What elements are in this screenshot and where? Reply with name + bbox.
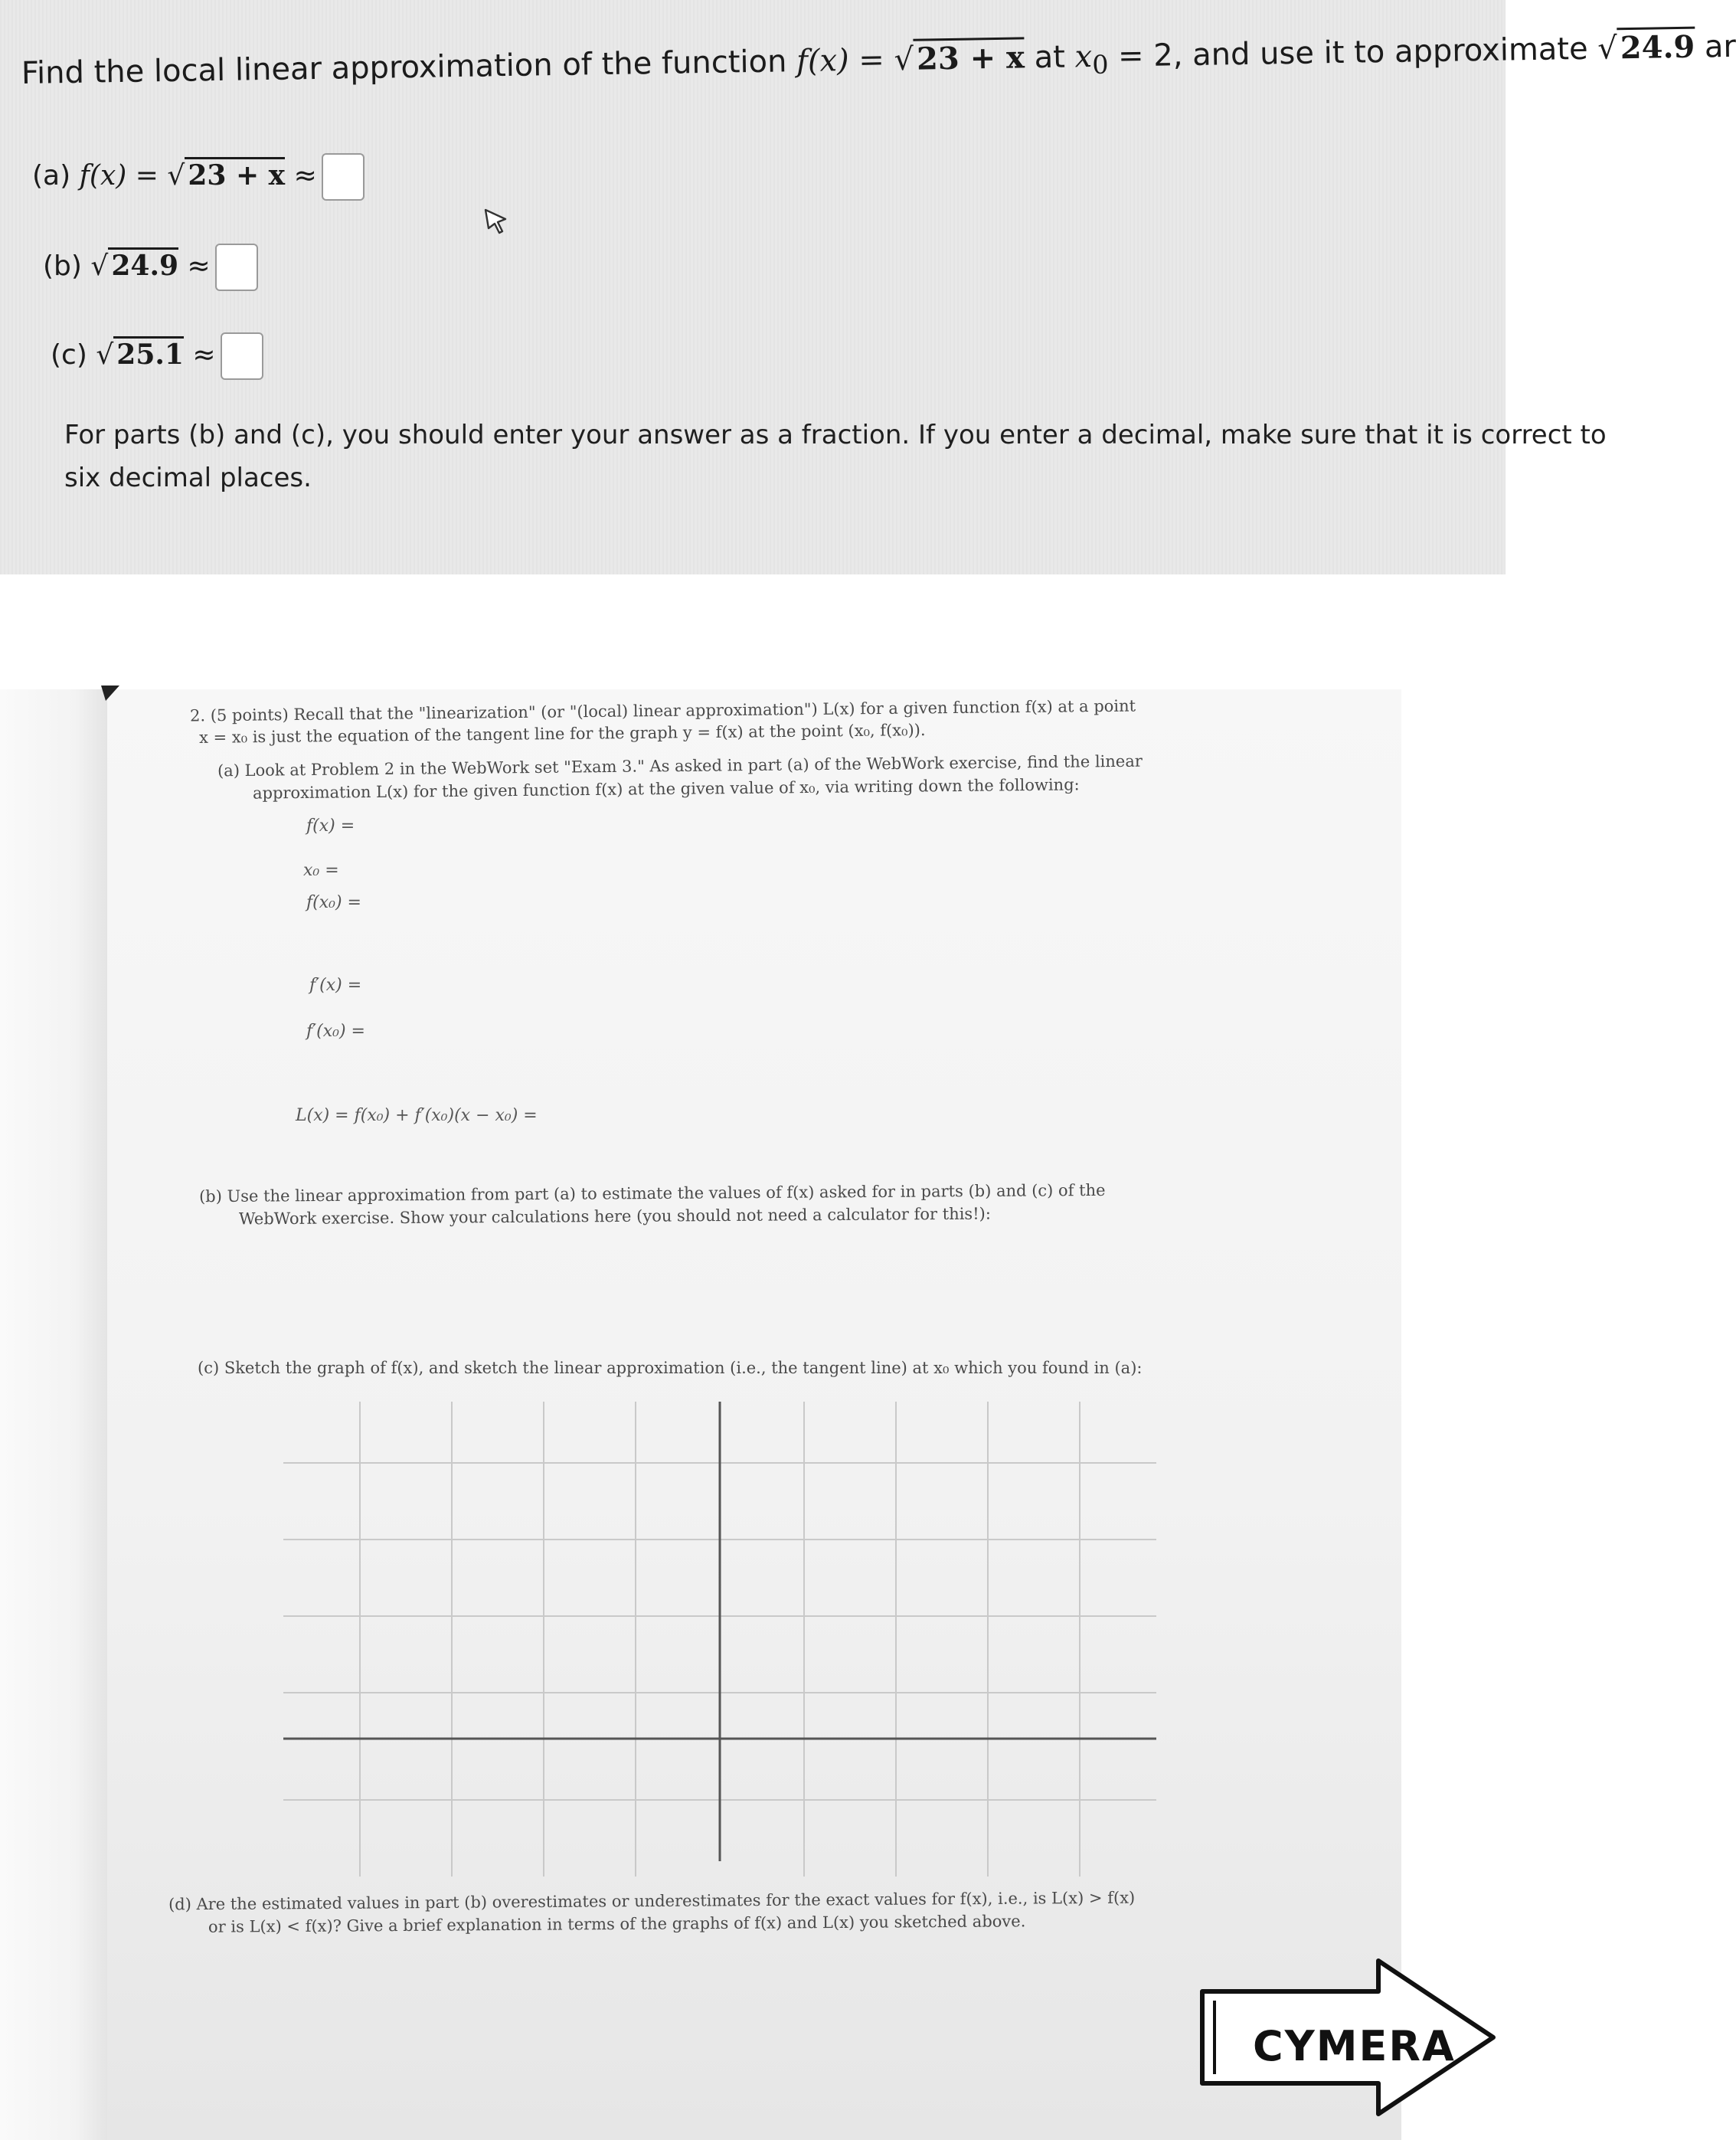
x0-subscript: 0 (1091, 49, 1109, 80)
page-corner-mark (100, 684, 123, 707)
part-b-label: (b) (43, 250, 91, 282)
part-d-line-1: (d) Are the estimated values in part (b) overestimates or underestimates for the exact values for f(x), i.e., is L(x) > f(x) (168, 1888, 1136, 1914)
equation-fprime-x0: f′(x₀) = (306, 1022, 365, 1041)
note-line-2: six decimal places. (64, 463, 312, 493)
function-lhs: f(x) = (796, 42, 894, 80)
equation-linearization: L(x) = f(x₀) + f′(x₀)(x − x₀) = (296, 1106, 538, 1125)
question-line-1: 2. (5 points) Recall that the "linearization" (or "(local) linear approximation") L(x) for a given function f(x) at a point (189, 696, 1136, 725)
equation-fx0: f(x₀) = (306, 893, 361, 912)
part-b-line-2: WebWork exercise. Show your calculations here (you should not need a calculator for this!): (238, 1204, 991, 1229)
part-b-line-1: (b) Use the linear approximation from part (a) to estimate the values of f(x) asked for in parts (b) and (c) of the (198, 1180, 1106, 1206)
part-c-radicand: 25.1 (113, 336, 184, 371)
question-line-2: x = x₀ is just the equation of the tangent line for the graph y = f(x) at the point (x₀, f(x₀)). (198, 721, 926, 747)
x0-symbol: x (1074, 39, 1093, 75)
watermark-text: CYMERA (1253, 2022, 1456, 2070)
mouse-cursor-icon (482, 205, 513, 239)
answer-box-c[interactable] (221, 332, 263, 380)
approx-symbol: ≈ (178, 250, 211, 282)
approx-symbol: ≈ (183, 339, 216, 371)
equation-fx: f(x) = (306, 816, 355, 836)
part-c-row: (c) √ 25.1 ≈ (51, 332, 263, 380)
trailing-text: ar (1694, 28, 1736, 65)
instructions-note (64, 414, 1607, 499)
webwork-problem-panel (0, 0, 1736, 574)
at-label: at (1024, 39, 1075, 76)
part-c-label: (c) (51, 339, 96, 371)
note-line-1: For parts (b) and (c), you should enter your answer as a fraction. If you enter a decimal, make sure that it is correct to (64, 420, 1607, 450)
part-a-label: (a) (32, 160, 80, 191)
part-a-line-1: (a) Look at Problem 2 in the WebWork set "Exam 3." As asked in part (a) of the WebWork exercise, find the linear (217, 751, 1143, 780)
photo-edge (0, 689, 107, 2140)
approx-symbol: ≈ (285, 160, 317, 191)
part-b-radicand: 24.9 (108, 247, 178, 282)
part-d-line-2: or is L(x) < f(x)? Give a brief explanation in terms of the graphs of f(x) and L(x) you sketched above. (208, 1912, 1026, 1936)
part-a-lhs: f(x) = (79, 160, 168, 191)
part-a-row: (a) f(x) = √ 23 + x ≈ (32, 153, 365, 201)
approx-radicand: 24.9 (1617, 27, 1695, 67)
x0-value: = 2, and use it to approximate (1107, 31, 1598, 74)
part-a-line-2: approximation L(x) for the given function f(x) at the given value of x₀, via writing down the following: (252, 775, 1080, 803)
part-a-radicand: 23 + x (185, 157, 285, 191)
answer-box-a[interactable] (322, 153, 365, 201)
problem-statement: Find the local linear approximation of the function f(x) = √23 + x at $x_0 = 2$, and use it to approximate √24.9 ar (21, 28, 1736, 97)
equation-x0: x₀ = (303, 861, 339, 880)
function-radicand: 23 + x (914, 37, 1025, 77)
sketch-grid (283, 1402, 1172, 1877)
part-b-row: (b) √ 24.9 ≈ (43, 244, 258, 291)
equation-fprime-x: f′(x) = (309, 976, 362, 995)
prompt-text: Find the local linear approximation of the function (21, 44, 787, 91)
part-c-line-1: (c) Sketch the graph of f(x), and sketch the linear approximation (i.e., the tangent line) at x₀ which you found in (a): (198, 1359, 1143, 1377)
answer-box-b[interactable] (215, 244, 258, 291)
